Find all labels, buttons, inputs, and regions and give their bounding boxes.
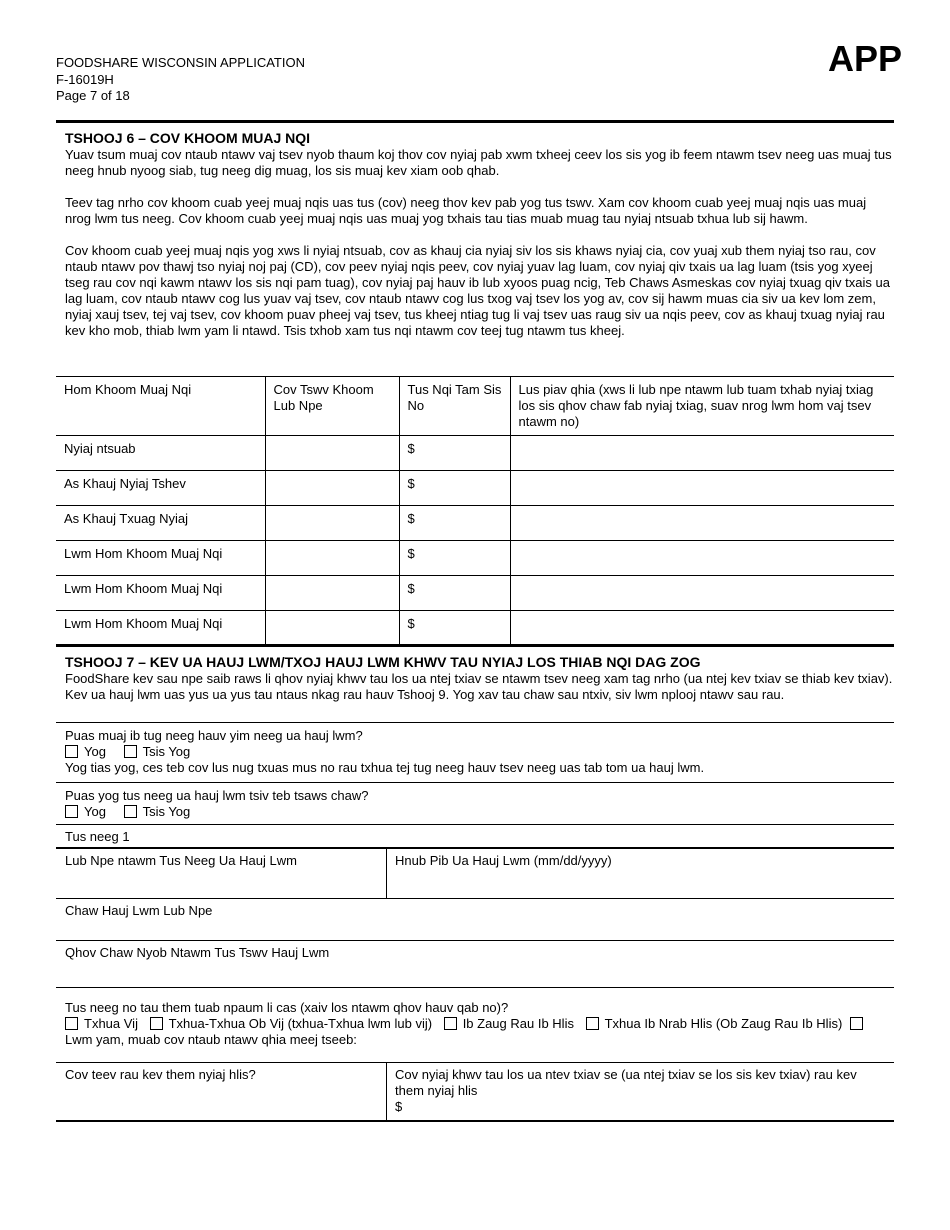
option-label: Txhua-Txhua Ob Vij (txhua-Txhua lwm lub vij) — [168, 1016, 433, 1031]
hours-field[interactable] — [56, 1063, 387, 1120]
pay-semimonthly-option[interactable] — [586, 1016, 843, 1031]
section-6-para-3: Cov khoom cuab yeej muaj nqis yog xws li nyiaj ntsuab, cov as khauj cia nyiaj siv los sis khaws nyiaj cia, cov yuaj xub them nyiaj tso rau, cov ntaub ntawv pov thawj tso nyiaj noj paj (CD), cov peev nyiaj nqis peev, cov nyiaj yuav lag luam, cov nyiaj qiv txais ua lag luam (tsis yog xyeej tseg rau cov nqi kawm ntawv los sis nqi pam tuag), cov nyiaj paj hauv ib lub xyoos puag ncig, Teb Chaws Asmeskas cov nyiaj txuag qiv txais ua lag luam, cov ntaub ntawv cog lus yuav vaj tsev, cov ntaub ntawv cog lus txog vaj tsev los yog av, cov sij hawm muas cia siv ua kev lom zem, nyiaj xauj tsev, tej vaj tsev, cov khoom puav pheej vaj tsev, tus kheej ntiag tug li vaj tsev uas raug siv ua nqis peev, cov as khauj txuag nyiaj rau kev kho mob, thiab lwm yam li ntawd. Tsis txhob xam tus nqi ntawm cov teej tug ntawm tus kheej. — [65, 243, 890, 338]
pay-weekly-option[interactable] — [65, 1016, 138, 1031]
checkbox[interactable] — [65, 745, 78, 758]
section-divider — [56, 644, 894, 647]
worker-row — [56, 847, 894, 899]
employer-name-field[interactable] — [56, 898, 894, 940]
table-row — [56, 436, 894, 471]
working-yes-option[interactable] — [65, 744, 106, 759]
asset-type: As Khauj Nyiaj Tshev — [56, 471, 265, 506]
working-no-option[interactable] — [124, 744, 191, 759]
option-label: Txhua Vij — [84, 1016, 138, 1031]
col-header-description: Lus piav qhia (xws li lub npe ntawm lub tuam txhab nyiaj txiag los sis qhov chaw fab nyiaj txiag, suav nrog lwm hom vaj tsev ntawm no) — [510, 377, 894, 436]
pay-monthly-option[interactable] — [444, 1016, 574, 1031]
checkbox[interactable] — [444, 1017, 457, 1030]
section-7 — [56, 654, 894, 703]
checkbox[interactable] — [150, 1017, 163, 1030]
checkbox[interactable] — [124, 745, 137, 758]
owner-input[interactable] — [265, 576, 399, 611]
option-label: Ib Zaug Rau Ib Hlis — [462, 1016, 574, 1031]
table-row — [56, 576, 894, 611]
asset-type: As Khauj Txuag Nyiaj — [56, 506, 265, 541]
question-working-text: Puas muaj ib tug neeg hauv yim neeg ua hauj lwm? — [65, 728, 363, 743]
asset-type: Lwm Hom Khoom Muaj Nqi — [56, 576, 265, 611]
question-working — [56, 722, 894, 783]
description-input[interactable] — [510, 471, 894, 506]
col-header-type: Hom Khoom Muaj Nqi — [56, 377, 265, 436]
owner-input[interactable] — [265, 541, 399, 576]
section-6-para-1: Yuav tsum muaj cov ntaub ntawv vaj tsev nyob thaum koj thov cov nyiaj pab xwm txheej ceev los sis yog ib feem ntawm tsev neeg uas muaj tus neeg hnub nyoog siab, tug neeg dig muag, los sis muaj kev xiam oob qhab. — [65, 147, 892, 178]
checkbox[interactable] — [65, 805, 78, 818]
table-row — [56, 541, 894, 576]
table-row — [56, 471, 894, 506]
form-header — [56, 55, 305, 105]
table-row — [56, 611, 894, 647]
person-label-row — [56, 824, 894, 848]
currency-symbol: $ — [395, 1099, 403, 1114]
option-label: Tsis Yog — [142, 744, 191, 759]
question-migrant — [56, 782, 894, 825]
table-row — [56, 506, 894, 541]
pay-frequency-question: Tus neeg no tau them tuab npaum li cas (xaiv los ntawm qhov hauv qab no)? — [65, 1000, 509, 1015]
worker-name-field[interactable] — [56, 849, 387, 899]
checkbox[interactable] — [65, 1017, 78, 1030]
asset-type: Nyiaj ntsuab — [56, 436, 265, 471]
description-input[interactable] — [510, 611, 894, 647]
option-label: Txhua Ib Nrab Hlis (Ob Zaug Rau Ib Hlis) — [604, 1016, 843, 1031]
section-6-para-2: Teev tag nrho cov khoom cuab yeej muaj nqis uas tus (cov) neeg thov kev pab yog tus tswv. Xam cov khoom cuab yeej muaj nqis uas muaj nrog lwm tus neeg. Cov khoom cuab yeej muaj nqis uas muaj yog txhais tau tias muab muag tau nyiaj ntsuab txhua lub sij hawm. — [65, 195, 867, 226]
form-title: FOODSHARE WISCONSIN APPLICATION — [56, 55, 305, 70]
asset-type: Lwm Hom Khoom Muaj Nqi — [56, 541, 265, 576]
value-input[interactable]: $ — [399, 541, 510, 576]
page-number: Page 7 of 18 — [56, 88, 130, 103]
option-label: Tsis Yog — [142, 804, 191, 819]
owner-input[interactable] — [265, 506, 399, 541]
description-input[interactable] — [510, 436, 894, 471]
section-6-title: TSHOOJ 6 – COV KHOOM MUAJ NQI — [65, 130, 311, 146]
col-header-owner: Cov Tswv Khoom Lub Npe — [265, 377, 399, 436]
owner-input[interactable] — [265, 471, 399, 506]
checkbox[interactable] — [850, 1017, 863, 1030]
option-label: Lwm yam, muab cov ntaub ntawv qhia meej tseeb: — [65, 1032, 357, 1047]
gross-pay-field[interactable] — [386, 1063, 894, 1120]
option-label: Yog — [84, 744, 106, 759]
hours-income-row — [56, 1062, 894, 1122]
col-header-value: Tus Nqi Tam Sis No — [399, 377, 510, 436]
hours-label: Cov teev rau kev them nyiaj hlis? — [65, 1067, 256, 1082]
person-label: Tus neeg 1 — [65, 829, 130, 844]
employer-name-label: Chaw Hauj Lwm Lub Npe — [65, 903, 213, 918]
value-input[interactable]: $ — [399, 611, 510, 647]
form-number: F-16019H — [56, 71, 114, 87]
value-input[interactable]: $ — [399, 436, 510, 471]
owner-input[interactable] — [265, 436, 399, 471]
pay-biweekly-option[interactable] — [150, 1016, 432, 1031]
description-input[interactable] — [510, 506, 894, 541]
checkbox[interactable] — [586, 1017, 599, 1030]
migrant-yes-option[interactable] — [65, 804, 106, 819]
value-input[interactable]: $ — [399, 506, 510, 541]
assets-table-header — [56, 377, 894, 436]
value-input[interactable]: $ — [399, 471, 510, 506]
migrant-no-option[interactable] — [124, 804, 191, 819]
section-7-title: TSHOOJ 7 – KEV UA HAUJ LWM/TXOJ HAUJ LWM KHWV TAU NYIAJ LOS THIAB NQI DAG ZOG — [65, 654, 701, 670]
section-divider — [56, 120, 894, 123]
pay-frequency — [56, 987, 894, 1063]
gross-pay-label: Cov nyiaj khwv tau los ua ntev txiav se (ua ntej txiav se los sis kev txiav) rau kev them nyiaj hlis — [395, 1067, 857, 1098]
description-input[interactable] — [510, 541, 894, 576]
assets-table — [56, 376, 894, 647]
option-label: Yog — [84, 804, 106, 819]
employer-address-field[interactable] — [56, 940, 894, 987]
employer-address-label: Qhov Chaw Nyob Ntawm Tus Tswv Hauj Lwm — [65, 945, 330, 960]
value-input[interactable]: $ — [399, 576, 510, 611]
question-working-note: Yog tias yog, ces teb cov lus nug txuas mus no rau txhua tej tug neeg hauv tsev neeg uas tab tom ua hauj lwm. — [65, 760, 705, 775]
section-6 — [56, 130, 894, 339]
checkbox[interactable] — [124, 805, 137, 818]
start-date-label: Hnub Pib Ua Hauj Lwm (mm/dd/yyyy) — [395, 853, 612, 868]
question-migrant-text: Puas yog tus neeg ua hauj lwm tsiv teb tsaws chaw? — [65, 788, 369, 803]
asset-type: Lwm Hom Khoom Muaj Nqi — [56, 611, 265, 647]
description-input[interactable] — [510, 576, 894, 611]
app-badge: APP — [827, 38, 902, 79]
owner-input[interactable] — [265, 611, 399, 647]
section-7-intro: FoodShare kev sau npe saib raws li qhov nyiaj khwv tau los ua ntej txiav se ntawm tsev neeg xam tag nrho (ua ntej kev txiav se thiab kev txiav). Kev ua hauj lwm uas yus ua yus tau ntaus nkag rau hauv Tshooj 9. Yog xav tau chaw sau ntxiv, siv lwm nplooj ntawv sau rau. — [65, 671, 893, 702]
worker-name-label: Lub Npe ntawm Tus Neeg Ua Hauj Lwm — [65, 853, 297, 868]
start-date-field[interactable] — [386, 849, 894, 899]
